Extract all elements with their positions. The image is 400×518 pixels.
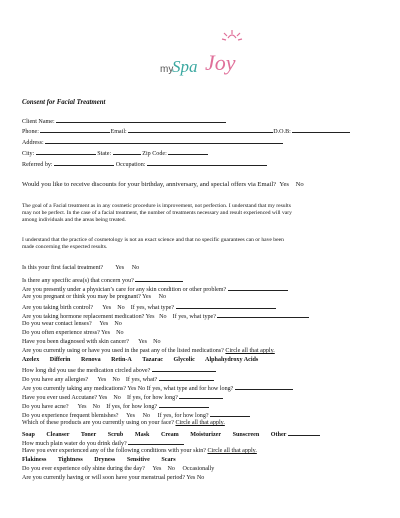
q-oily-no[interactable]: No — [167, 466, 175, 472]
q-pregnant: Are you pregnant or think you may be pregnant? Yes No — [22, 294, 167, 300]
q-any-medications-field[interactable] — [235, 384, 293, 390]
q-specific-area: Is there any specific area(s) that concern you? — [22, 276, 183, 285]
q-oily-occasionally[interactable]: Occasionally — [182, 466, 215, 472]
referred-label: Referred by: — [22, 162, 53, 168]
q-diagnosed-no[interactable]: No — [153, 339, 161, 345]
q-acne-yes[interactable]: Yes — [77, 404, 87, 410]
q-birth-control-field[interactable] — [176, 303, 276, 309]
q-products-circle-all: Circle all that apply. — [175, 420, 225, 426]
med-retin-a[interactable]: Retin-A — [111, 357, 132, 363]
condition-dryness[interactable]: Dryness — [94, 457, 116, 463]
email-field[interactable] — [128, 127, 273, 133]
product-moisturizer[interactable]: Moisturizer — [190, 432, 222, 438]
q-stress-no[interactable]: No — [116, 330, 124, 336]
q-birth-control-no[interactable]: No — [117, 305, 125, 311]
q-how-long-med: How long did you use the medication circled above? — [22, 366, 216, 375]
q-allergies-yes[interactable]: Yes — [97, 377, 107, 383]
q-physician-care: Are you presently under a physician’s care for any skin condition or other problem? — [22, 285, 288, 294]
referred-row — [22, 160, 267, 169]
q-blemishes-no[interactable]: No — [142, 413, 151, 419]
discount-question: Would you like to receive discounts for your birthday, anniversary, and special offers via Email? — [22, 181, 277, 188]
meds-list — [22, 357, 258, 364]
q-conditions-circle-all: Circle all that apply. — [207, 448, 257, 454]
logo-joy: Joy — [205, 50, 236, 75]
disclaimer-paragraph-1: The goal of a Facial treatment as in any cosmetic procedure is improvement, not perfection. I understand that my results may not be perfect. In the case of a facial treatment, the number of treatments necessary and result experienced will vary among individuals and the areas being treated. — [22, 203, 292, 223]
q-hormone-field[interactable] — [217, 312, 309, 318]
q-water-field[interactable] — [128, 439, 184, 445]
med-alphahydroxy[interactable]: Alphahydroxy Acids — [205, 357, 259, 363]
q-hormone: Are you taking hormone replacement medication? Yes No If yes, what type? — [22, 312, 309, 321]
sun-rays-icon — [222, 30, 242, 40]
city-row — [22, 149, 208, 158]
condition-flakiness[interactable]: Flakiness — [22, 457, 47, 463]
q-blemishes: Do you experience frequent blemishes? Yes No If yes, for how long? — [22, 411, 250, 420]
product-other-field[interactable] — [288, 430, 320, 436]
q-first-facial: Is this your first facial treatment? Yes No — [22, 265, 140, 271]
q-blemishes-yes[interactable]: Yes — [126, 413, 135, 419]
phone-row — [22, 127, 350, 136]
discount-yes[interactable]: Yes — [279, 181, 290, 188]
q-specific-area-field[interactable] — [135, 276, 183, 282]
occupation-label: Occupation: — [115, 162, 146, 168]
city-field[interactable] — [36, 149, 96, 155]
client-name-row — [22, 117, 226, 126]
q-meds-circle-all: Circle all that apply. — [225, 348, 275, 354]
q-accutane-field[interactable] — [179, 393, 223, 399]
form-title: Consent for Facial Treatment — [22, 99, 106, 106]
zip-field[interactable] — [168, 149, 208, 155]
dob-field[interactable] — [292, 127, 350, 133]
q-meds-past: Are you currently using or have you used in the past any of the listed medications? Circle all that apply. — [22, 348, 275, 354]
q-diagnosed-yes[interactable]: Yes — [138, 339, 147, 345]
q-oily-yes[interactable]: Yes — [152, 466, 162, 472]
q-hormone-no[interactable]: No — [159, 314, 167, 320]
zip-label: Zip Code: — [142, 151, 167, 157]
q-menstrual: Are you currently having or will soon have your menstrual period? Yes No — [22, 475, 205, 481]
disclaimer-paragraph-2: I understand that the practice of cosmetology is not an exact science and that no specific guarantees can or have been made concerning the expected results. — [22, 237, 284, 250]
q-birth-control-yes[interactable]: Yes — [102, 305, 112, 311]
q-how-long-med-field[interactable] — [152, 366, 216, 372]
q-allergies-no[interactable]: No — [112, 377, 120, 383]
state-field[interactable] — [113, 149, 141, 155]
q-accutane: Have you ever used Accutane? Yes No If yes, for how long? — [22, 393, 223, 402]
discount-no[interactable]: No — [295, 181, 304, 188]
dob-label: D.O.B: — [273, 129, 291, 135]
q-water: How much plain water do you drink daily? — [22, 439, 184, 448]
product-toner[interactable]: Toner — [80, 432, 97, 438]
q-products: Which of these products are you currently using on your face? Circle all that apply. — [22, 420, 225, 426]
products-list — [22, 430, 320, 439]
phone-label: Phone: — [22, 129, 39, 135]
product-sunscreen[interactable]: Sunscreen — [232, 432, 260, 438]
condition-tightness[interactable]: Tightness — [57, 457, 83, 463]
q-first-facial-no[interactable]: No — [131, 265, 140, 271]
q-contact-lenses: Do you wear contact lenses? Yes No — [22, 321, 122, 327]
med-differin[interactable]: Differin — [49, 357, 71, 363]
q-allergies-field[interactable] — [159, 375, 214, 381]
myspajoy-logo — [150, 30, 250, 80]
q-acne-field[interactable] — [159, 402, 209, 408]
q-acne-no[interactable]: No — [92, 404, 101, 410]
address-field[interactable] — [45, 138, 283, 144]
address-row — [22, 138, 283, 147]
address-label: Address: — [22, 140, 44, 146]
q-first-facial-yes[interactable]: Yes — [115, 265, 125, 271]
q-blemishes-field[interactable] — [210, 411, 250, 417]
product-cleanser[interactable]: Cleanser — [46, 432, 70, 438]
product-scrub[interactable]: Scrub — [107, 432, 124, 438]
referred-field[interactable] — [54, 160, 114, 166]
phone-field[interactable] — [40, 127, 110, 133]
q-oily: Do you ever experience oily shine during the day? Yes No Occasionally — [22, 466, 215, 472]
q-physician-care-field[interactable] — [228, 285, 288, 291]
logo-my: my — [160, 64, 174, 75]
q-accutane-no[interactable]: No — [113, 395, 121, 401]
city-label: City: — [22, 151, 35, 157]
q-stress: Do you often experience stress? Yes No — [22, 330, 124, 336]
q-allergies: Do you have any allergies? Yes No If yes, what? — [22, 375, 214, 384]
med-renova[interactable]: Renova — [80, 357, 101, 363]
q-pregnant-no[interactable]: No — [158, 294, 167, 300]
med-glycolic[interactable]: Glycolic — [173, 357, 195, 363]
med-azelex[interactable]: Azelex — [22, 357, 40, 363]
condition-sensitive[interactable]: Sensitive — [126, 457, 150, 463]
product-other[interactable]: Other — [270, 432, 287, 438]
client-name-field[interactable] — [56, 117, 226, 123]
discount-row — [22, 181, 304, 189]
email-label: Email: — [110, 129, 127, 135]
q-contact-yes[interactable]: Yes — [99, 321, 109, 327]
q-acne: Do you have acne? Yes No If yes, for how long? — [22, 402, 209, 411]
q-contact-no[interactable]: No — [114, 321, 122, 327]
q-any-medications: Are you currently taking any medications? Yes No If yes, what type and for how long? — [22, 384, 293, 393]
state-label: State: — [97, 151, 112, 157]
client-name-label: Client Name: — [22, 119, 55, 125]
product-mask[interactable]: Mask — [134, 432, 150, 438]
conditions-list — [22, 457, 176, 464]
product-soap[interactable]: Soap — [22, 432, 35, 438]
q-conditions: Have you ever experienced any of the following conditions with your skin? Circle all that apply. — [22, 448, 257, 454]
logo-spa: Spa — [172, 57, 198, 76]
condition-scars[interactable]: Scars — [161, 457, 176, 463]
product-cream[interactable]: Cream — [160, 432, 179, 438]
occupation-field[interactable] — [147, 160, 267, 166]
q-birth-control: Are you taking birth control? Yes No If yes, what type? — [22, 303, 276, 312]
q-diagnosed: Have you been diagnosed with skin cancer? Yes No — [22, 339, 161, 345]
med-tazarac[interactable]: Tazarac — [142, 357, 163, 363]
